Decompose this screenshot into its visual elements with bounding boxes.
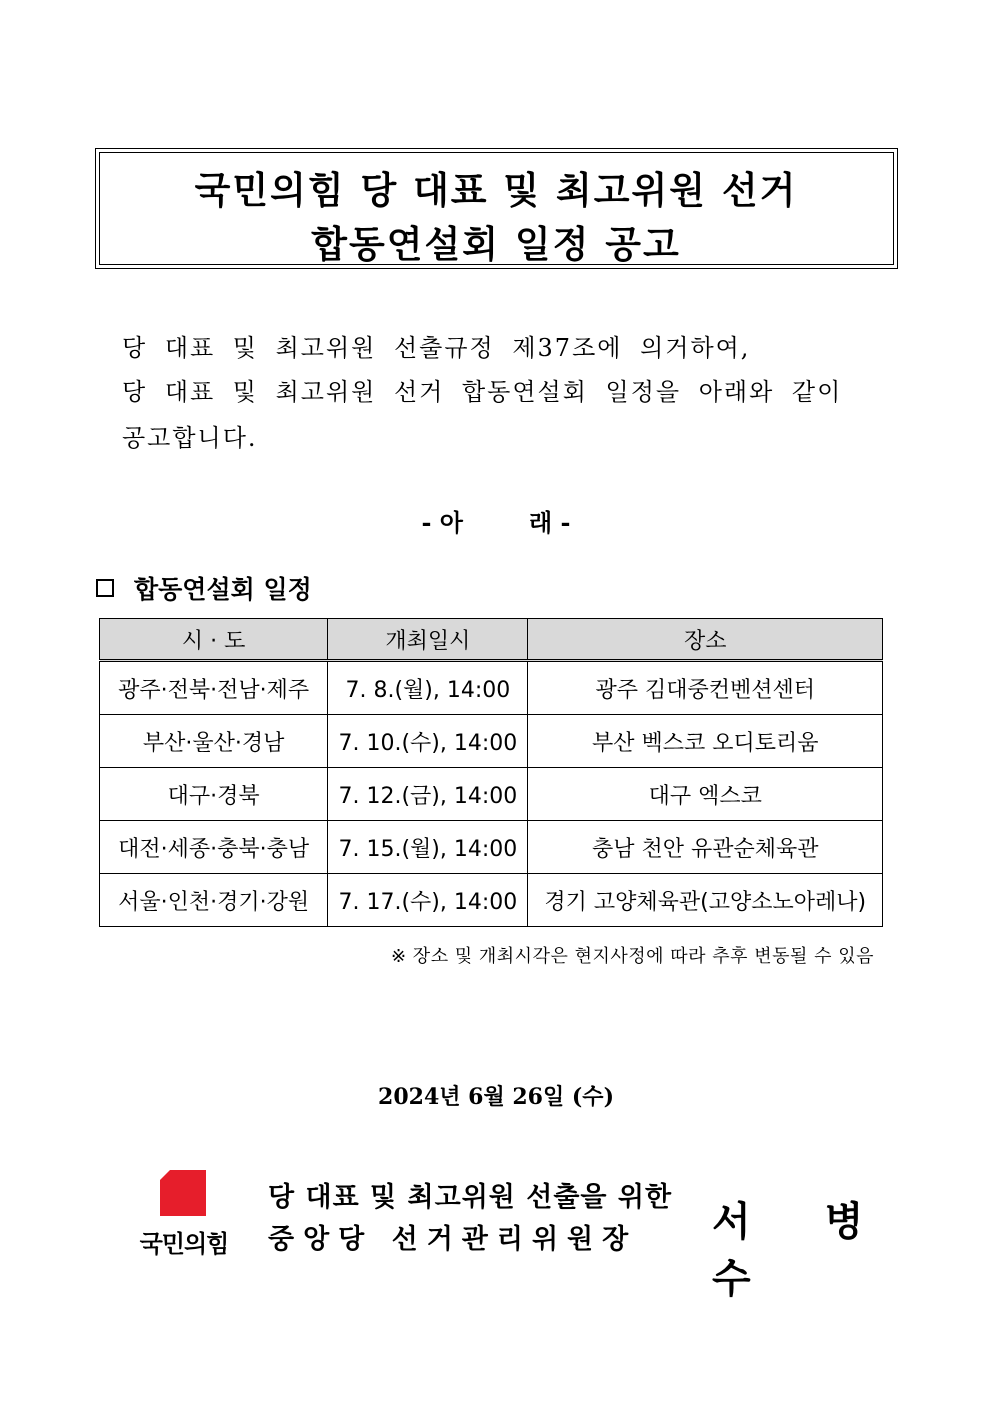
body-line-3: 공고합니다.: [122, 424, 258, 452]
section-label: 합동연설회 일정: [134, 575, 312, 604]
logo-text: 국민의힘: [139, 1230, 229, 1258]
table-row: [100, 821, 883, 874]
logo-mark-icon: [160, 1170, 206, 1216]
table-row: [100, 715, 883, 768]
title-line-1: 국민의힘 당 대표 및 최고위원 선거: [194, 168, 798, 212]
cell-venue: 부산 벡스코 오디토리움: [528, 715, 883, 768]
header-region: 시 · 도: [100, 619, 328, 661]
announcement-date: 2024년 6월 26일 (수): [378, 1084, 614, 1110]
table-row: [100, 661, 883, 715]
cell-datetime: 7. 12.(금), 14:00: [328, 768, 528, 821]
org-line-1: 당 대표 및 최고위원 선출을 위한: [268, 1182, 673, 1213]
cell-venue: 경기 고양체육관(고양소노아레나): [528, 874, 883, 927]
party-logo: [128, 1170, 240, 1260]
header-venue: 장소: [528, 619, 883, 661]
table-row: [100, 874, 883, 927]
body-line-2: 당 대표 및 최고위원 선거 합동연설회 일정을 아래와 같이: [122, 378, 843, 406]
section-heading: [96, 570, 312, 606]
cell-venue: 대구 엑스코: [528, 768, 883, 821]
cell-region: 대구·경북: [100, 768, 328, 821]
table-row: [100, 768, 883, 821]
below-heading-left: - 아: [421, 508, 463, 537]
cell-region: 서울·인천·경기·강원: [100, 874, 328, 927]
cell-datetime: 7. 15.(월), 14:00: [328, 821, 528, 874]
table-header-row: [100, 619, 883, 661]
cell-region: 부산·울산·경남: [100, 715, 328, 768]
footnote: ※ 장소 및 개최시각은 현지사정에 따라 추후 변동될 수 있음: [391, 946, 874, 967]
title-line-2: 합동연설회 일정 공고: [311, 222, 681, 266]
below-heading: [0, 503, 992, 538]
cell-venue: 광주 김대중컨벤션센터: [528, 661, 883, 715]
org-line-2: 중앙당 선거관리위원장: [268, 1224, 638, 1255]
cell-datetime: 7. 17.(수), 14:00: [328, 874, 528, 927]
body-line-1: 당 대표 및 최고위원 선출규정 제37조에 의거하여,: [122, 334, 751, 362]
cell-region: 대전·세종·충북·충남: [100, 821, 328, 874]
logo-mark-shape: [160, 1170, 206, 1216]
schedule-table: [99, 618, 883, 927]
cell-region: 광주·전북·전남·제주: [100, 661, 328, 715]
cell-venue: 충남 천안 유관순체육관: [528, 821, 883, 874]
cell-datetime: 7. 10.(수), 14:00: [328, 715, 528, 768]
below-heading-right: 래 -: [529, 508, 571, 537]
checkbox-icon: [96, 579, 114, 597]
chairman-signature: 서 병 수: [712, 1198, 894, 1302]
cell-datetime: 7. 8.(월), 14:00: [328, 661, 528, 715]
header-datetime: 개최일시: [328, 619, 528, 661]
